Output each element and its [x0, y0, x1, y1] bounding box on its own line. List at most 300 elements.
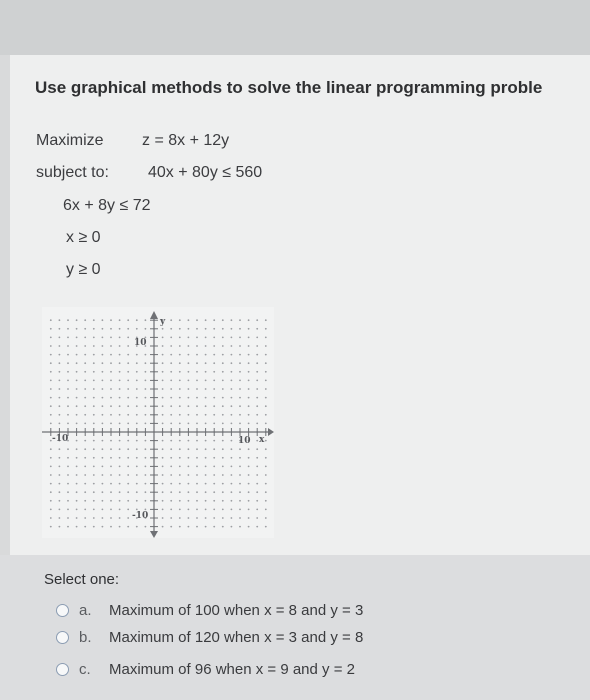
grid-dot — [145, 474, 147, 476]
grid-dot — [196, 354, 198, 356]
objective-label: Maximize — [36, 132, 104, 149]
grid-dot — [170, 517, 172, 519]
grid-dot — [93, 337, 95, 339]
grid-dot — [50, 517, 52, 519]
grid-dot — [188, 380, 190, 382]
grid-dot — [231, 414, 233, 416]
grid-dot — [213, 405, 215, 407]
grid-dot — [76, 319, 78, 321]
grid-dot — [231, 362, 233, 364]
grid-dot — [84, 483, 86, 485]
grid-dot — [170, 526, 172, 528]
grid-dot — [205, 509, 207, 511]
graph-panel[interactable] — [42, 307, 274, 538]
grid-dot — [188, 328, 190, 330]
radio-c[interactable] — [56, 663, 69, 676]
grid-dot — [222, 440, 224, 442]
grid-dot — [127, 448, 129, 450]
grid-dot — [188, 354, 190, 356]
grid-dot — [239, 362, 241, 364]
grid-dot — [136, 500, 138, 502]
grid-dot — [93, 388, 95, 390]
grid-dot — [162, 405, 164, 407]
grid-dot — [127, 474, 129, 476]
grid-dot — [127, 509, 129, 511]
grid-dot — [265, 483, 267, 485]
grid-dot — [196, 328, 198, 330]
grid-dot — [179, 319, 181, 321]
grid-dot — [59, 405, 61, 407]
grid-dot — [50, 337, 52, 339]
grid-dot — [170, 448, 172, 450]
grid-dot — [188, 474, 190, 476]
grid-dot — [119, 371, 121, 373]
grid-dot — [213, 423, 215, 425]
grid-dot — [248, 319, 250, 321]
grid-dot — [136, 397, 138, 399]
top-background — [0, 0, 590, 55]
grid-dot — [59, 337, 61, 339]
grid-dot — [162, 517, 164, 519]
grid-dot — [84, 448, 86, 450]
grid-dot — [231, 440, 233, 442]
grid-dot — [102, 474, 104, 476]
grid-dot — [50, 526, 52, 528]
grid-dot — [248, 423, 250, 425]
grid-dot — [145, 380, 147, 382]
grid-dot — [145, 491, 147, 493]
grid-dot — [127, 405, 129, 407]
grid-dot — [119, 448, 121, 450]
grid-dot — [170, 397, 172, 399]
grid-dot — [110, 457, 112, 459]
grid-dot — [127, 423, 129, 425]
grid-dot — [205, 457, 207, 459]
constraint-2: 6x + 8y ≤ 72 — [63, 197, 151, 214]
grid-dot — [205, 423, 207, 425]
grid-dot — [248, 345, 250, 347]
grid-dot — [196, 380, 198, 382]
grid-dot — [102, 423, 104, 425]
grid-dot — [59, 380, 61, 382]
grid-dot — [256, 397, 258, 399]
grid-dot — [93, 414, 95, 416]
grid-dot — [93, 354, 95, 356]
grid-dot — [265, 371, 267, 373]
option-letter-c: c. — [79, 660, 91, 678]
radio-a[interactable] — [56, 604, 69, 617]
grid-dot — [110, 319, 112, 321]
grid-dot — [179, 337, 181, 339]
grid-dot — [145, 371, 147, 373]
grid-dot — [196, 500, 198, 502]
grid-dot — [248, 337, 250, 339]
grid-dot — [162, 354, 164, 356]
grid-dot — [205, 440, 207, 442]
grid-dot — [102, 345, 104, 347]
grid-dot — [119, 354, 121, 356]
grid-dot — [119, 388, 121, 390]
grid-dot — [196, 491, 198, 493]
grid-dot — [119, 526, 121, 528]
grid-dot — [265, 388, 267, 390]
grid-dot — [213, 371, 215, 373]
grid-dot — [76, 388, 78, 390]
grid-dot — [265, 423, 267, 425]
grid-dot — [188, 500, 190, 502]
grid-dot — [179, 354, 181, 356]
grid-dot — [222, 405, 224, 407]
grid-dot — [110, 440, 112, 442]
grid-dot — [239, 319, 241, 321]
grid-dot — [188, 319, 190, 321]
grid-dot — [239, 509, 241, 511]
grid-dot — [188, 362, 190, 364]
grid-dot — [239, 371, 241, 373]
grid-dot — [196, 509, 198, 511]
grid-dot — [145, 483, 147, 485]
grid-dot — [76, 405, 78, 407]
grid-dot — [127, 380, 129, 382]
grid-dot — [136, 474, 138, 476]
grid-dot — [231, 457, 233, 459]
grid-dot — [188, 388, 190, 390]
grid-dot — [231, 448, 233, 450]
grid-dot — [256, 362, 258, 364]
grid-dot — [59, 319, 61, 321]
grid-dot — [162, 440, 164, 442]
grid-dot — [84, 423, 86, 425]
grid-dot — [110, 388, 112, 390]
grid-dot — [162, 526, 164, 528]
grid-dot — [50, 345, 52, 347]
y-axis-label: y — [160, 317, 166, 327]
grid-dot — [205, 337, 207, 339]
grid-dot — [239, 457, 241, 459]
grid-dot — [205, 397, 207, 399]
x-axis-label: x — [259, 435, 265, 445]
grid-dot — [84, 500, 86, 502]
grid-dot — [145, 319, 147, 321]
grid-dot — [67, 405, 69, 407]
grid-dot — [231, 380, 233, 382]
grid-dot — [179, 423, 181, 425]
grid-dot — [162, 345, 164, 347]
grid-dot — [162, 500, 164, 502]
grid-dot — [50, 474, 52, 476]
grid-dot — [50, 491, 52, 493]
grid-dot — [170, 380, 172, 382]
grid-dot — [205, 405, 207, 407]
grid-dot — [76, 509, 78, 511]
grid-dot — [188, 466, 190, 468]
grid-dot — [102, 319, 104, 321]
grid-dot — [265, 474, 267, 476]
grid-dot — [256, 500, 258, 502]
grid-dot — [205, 388, 207, 390]
grid-dot — [127, 500, 129, 502]
grid-dot — [67, 526, 69, 528]
grid-dot — [239, 388, 241, 390]
grid-dot — [119, 500, 121, 502]
grid-dot — [256, 405, 258, 407]
grid-dot — [179, 371, 181, 373]
grid-dot — [93, 457, 95, 459]
grid-dot — [93, 474, 95, 476]
grid-dot — [136, 414, 138, 416]
grid-dot — [265, 328, 267, 330]
grid-dot — [93, 517, 95, 519]
grid-dot — [179, 328, 181, 330]
subject-to-label: subject to: — [36, 164, 109, 181]
grid-dot — [67, 517, 69, 519]
grid-dot — [67, 491, 69, 493]
grid-dot — [196, 517, 198, 519]
axis-ticks — [51, 320, 266, 526]
grid-dot — [136, 457, 138, 459]
grid-dot — [256, 526, 258, 528]
grid-dot — [179, 380, 181, 382]
grid-dot — [67, 423, 69, 425]
grid-dot — [248, 509, 250, 511]
grid-dot — [102, 337, 104, 339]
grid-dot — [102, 517, 104, 519]
grid-dot — [102, 526, 104, 528]
grid-dot — [231, 500, 233, 502]
grid-dot — [136, 483, 138, 485]
grid-dot — [256, 457, 258, 459]
grid-dot — [222, 328, 224, 330]
coordinate-grid[interactable] — [42, 307, 274, 538]
grid-dot — [67, 509, 69, 511]
grid-dot — [110, 328, 112, 330]
grid-dot — [196, 405, 198, 407]
grid-dot — [205, 328, 207, 330]
y-axis-arrow — [150, 311, 158, 319]
x-axis-arrow — [268, 428, 274, 436]
grid-dot — [222, 345, 224, 347]
grid-dot — [102, 491, 104, 493]
grid-dot — [256, 440, 258, 442]
grid-dot — [76, 440, 78, 442]
grid-dot — [50, 354, 52, 356]
grid-dot — [59, 448, 61, 450]
grid-dot — [84, 388, 86, 390]
grid-dot — [231, 405, 233, 407]
grid-dot — [231, 319, 233, 321]
grid-dot — [222, 500, 224, 502]
grid-dot — [256, 319, 258, 321]
grid-dot — [248, 405, 250, 407]
grid-dot — [196, 448, 198, 450]
grid-dot — [102, 371, 104, 373]
grid-dot — [205, 380, 207, 382]
grid-dot — [59, 362, 61, 364]
grid-dot — [231, 466, 233, 468]
grid-dot — [196, 362, 198, 364]
grid-dot — [93, 397, 95, 399]
grid-dot — [110, 448, 112, 450]
grid-dot — [59, 500, 61, 502]
grid-dot — [136, 319, 138, 321]
grid-dot — [110, 345, 112, 347]
grid-dot — [222, 474, 224, 476]
grid-dot — [213, 440, 215, 442]
grid-dot — [67, 371, 69, 373]
grid-dot — [145, 414, 147, 416]
grid-dot — [231, 526, 233, 528]
grid-dot — [248, 414, 250, 416]
grid-dot — [145, 354, 147, 356]
grid-dot — [248, 328, 250, 330]
grid-dot — [76, 354, 78, 356]
grid-dot — [213, 448, 215, 450]
grid-dot — [205, 345, 207, 347]
grid-dot — [127, 337, 129, 339]
grid-dot — [213, 466, 215, 468]
grid-dot — [67, 474, 69, 476]
grid-dot — [59, 397, 61, 399]
grid-dot — [248, 491, 250, 493]
grid-dot — [239, 423, 241, 425]
grid-dot — [179, 405, 181, 407]
grid-dot — [170, 319, 172, 321]
grid-dot — [102, 414, 104, 416]
grid-dot — [127, 354, 129, 356]
grid-dot — [76, 457, 78, 459]
grid-dot — [145, 500, 147, 502]
grid-dot — [265, 491, 267, 493]
grid-dot — [222, 423, 224, 425]
grid-dot — [110, 500, 112, 502]
y-tick-10: 10 — [134, 338, 147, 348]
grid-dot — [188, 423, 190, 425]
grid-dot — [196, 319, 198, 321]
grid-dot — [205, 354, 207, 356]
grid-dot — [76, 526, 78, 528]
grid-dot — [188, 483, 190, 485]
grid-dot — [213, 526, 215, 528]
grid-dot — [265, 414, 267, 416]
grid-dot — [93, 345, 95, 347]
grid-dot — [136, 440, 138, 442]
grid-dot — [179, 414, 181, 416]
grid-dot — [248, 380, 250, 382]
grid-dot — [59, 388, 61, 390]
grid-dot — [205, 448, 207, 450]
grid-dot — [162, 483, 164, 485]
grid-dot — [256, 328, 258, 330]
grid-dot — [93, 380, 95, 382]
grid-dot — [239, 405, 241, 407]
grid-dot — [110, 491, 112, 493]
grid-dot — [256, 345, 258, 347]
grid-dot — [256, 371, 258, 373]
grid-dot — [205, 517, 207, 519]
grid-dot — [93, 526, 95, 528]
grid-dot — [265, 319, 267, 321]
grid-dot — [93, 448, 95, 450]
constraint-3: x ≥ 0 — [66, 229, 101, 246]
grid-dot — [222, 397, 224, 399]
grid-dot — [76, 466, 78, 468]
grid-dot — [213, 397, 215, 399]
grid-dot — [119, 517, 121, 519]
grid-dot — [59, 371, 61, 373]
grid-dot — [50, 328, 52, 330]
answer-option-a[interactable] — [56, 599, 363, 621]
grid-dot — [179, 491, 181, 493]
answer-option-b[interactable] — [56, 626, 363, 648]
grid-dot — [213, 483, 215, 485]
grid-dot — [84, 466, 86, 468]
grid-dot — [119, 491, 121, 493]
grid-dot — [50, 483, 52, 485]
grid-dot — [50, 414, 52, 416]
grid-dot — [102, 380, 104, 382]
grid-dot — [213, 328, 215, 330]
grid-dot — [222, 526, 224, 528]
radio-b[interactable] — [56, 631, 69, 644]
grid-dot — [162, 380, 164, 382]
grid-dot — [102, 457, 104, 459]
grid-dot — [205, 466, 207, 468]
grid-dot — [256, 466, 258, 468]
answer-option-c[interactable] — [56, 658, 355, 680]
grid-dot — [170, 414, 172, 416]
grid-dot — [188, 337, 190, 339]
grid-dot — [67, 483, 69, 485]
grid-dot — [145, 466, 147, 468]
grid-dot — [265, 380, 267, 382]
grid-dot — [188, 448, 190, 450]
grid-dot — [231, 328, 233, 330]
grid-dot — [119, 362, 121, 364]
grid-dot — [222, 319, 224, 321]
grid-dot — [188, 440, 190, 442]
grid-dot — [93, 440, 95, 442]
grid-dot — [110, 466, 112, 468]
grid-dot — [170, 388, 172, 390]
grid-dot — [213, 337, 215, 339]
grid-dot — [213, 414, 215, 416]
grid-dot — [76, 414, 78, 416]
grid-dot — [231, 354, 233, 356]
grid-dot — [239, 500, 241, 502]
grid-dot — [170, 483, 172, 485]
grid-dot — [59, 466, 61, 468]
grid-dot — [102, 448, 104, 450]
grid-dot — [93, 483, 95, 485]
grid-dot — [119, 509, 121, 511]
grid-dot — [256, 491, 258, 493]
grid-dot — [136, 354, 138, 356]
grid-dot — [239, 483, 241, 485]
grid-dot — [256, 474, 258, 476]
grid-dot — [222, 337, 224, 339]
grid-dot — [162, 474, 164, 476]
grid-dot — [59, 517, 61, 519]
grid-dot — [239, 337, 241, 339]
grid-dot — [265, 345, 267, 347]
grid-dot — [76, 337, 78, 339]
grid-dot — [239, 491, 241, 493]
grid-dot — [179, 345, 181, 347]
grid-dot — [162, 371, 164, 373]
grid-dot — [119, 466, 121, 468]
grid-dot — [188, 414, 190, 416]
grid-dot — [136, 388, 138, 390]
